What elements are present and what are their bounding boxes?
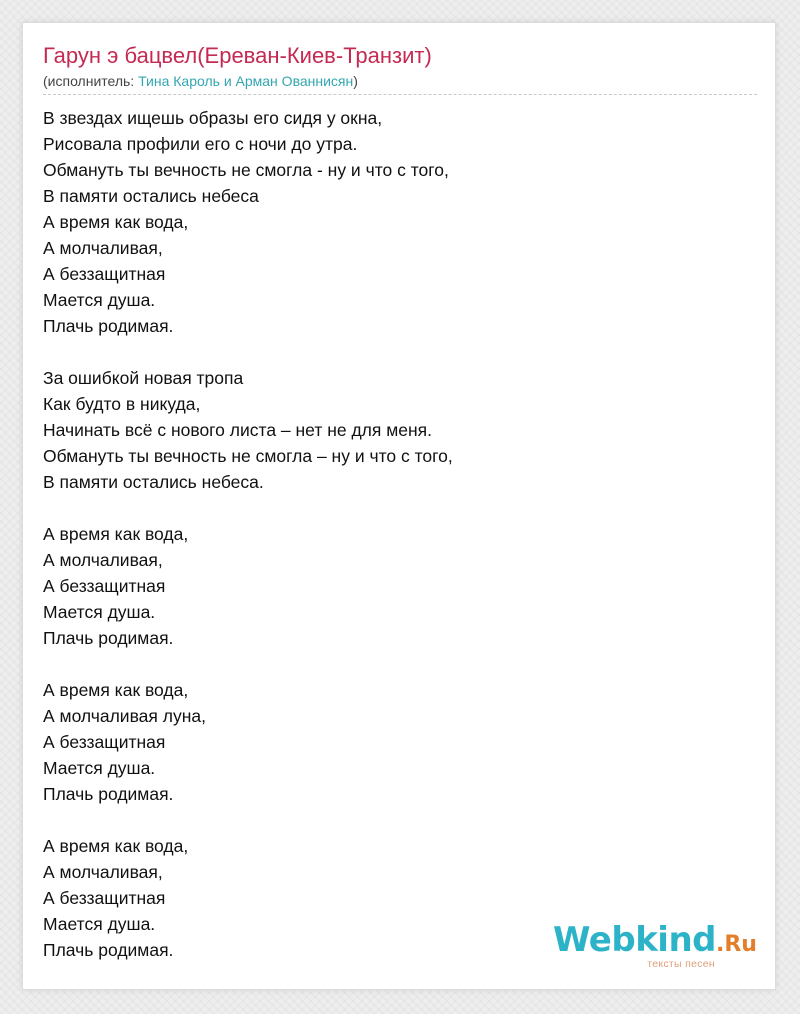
lyric-line: А молчаливая, [43,550,163,570]
logo-tagline: тексты песен [647,958,715,970]
lyric-line: Плачь родимая. [43,940,174,960]
lyric-line: А беззащитная [43,264,166,284]
lyric-line: Плачь родимая. [43,784,174,804]
lyric-line: А беззащитная [43,576,166,596]
site-logo[interactable] [553,920,757,973]
lyrics-body [43,105,743,963]
lyric-line: А время как вода, [43,524,189,544]
lyric-line: А время как вода, [43,680,189,700]
lyrics-card [22,22,776,990]
lyric-line: Обмануть ты вечность не смогла - ну и что с того, [43,160,449,180]
artist-link[interactable]: Тина Кароль и Арман Ованнисян [138,73,354,89]
lyric-line: В звездах ищешь образы его сидя у окна, [43,108,383,128]
artist-line [43,73,358,89]
divider [43,94,757,95]
lyric-line: Мается душа. [43,602,156,622]
lyric-line: А время как вода, [43,212,189,232]
song-title: Гарун э бацвел(Ереван-Киев-Транзит) [43,43,432,68]
lyric-line: Мается душа. [43,290,156,310]
lyric-line: А время как вода, [43,836,189,856]
lyric-line: В памяти остались небеса [43,186,259,206]
stanza-gap [43,339,743,365]
lyric-line: Как будто в никуда, [43,394,201,414]
lyric-line: А молчаливая, [43,238,163,258]
lyric-line: А беззащитная [43,888,166,908]
lyric-line: За ошибкой новая тропа [43,368,244,388]
lyric-line: А молчаливая луна, [43,706,206,726]
lyric-line: Плачь родимая. [43,316,174,336]
logo-main-text: Webkind [553,920,716,960]
lyric-line: Плачь родимая. [43,628,174,648]
lyric-line: Обмануть ты вечность не смогла – ну и что с того, [43,446,453,466]
lyric-line: А беззащитная [43,732,166,752]
stanza-gap [43,651,743,677]
lyric-line: Начинать всё с нового листа – нет не для меня. [43,420,432,440]
artist-prefix: (исполнитель: [43,73,139,89]
lyric-line: Мается душа. [43,914,156,934]
lyric-line: А молчаливая, [43,862,163,882]
stanza-gap [43,807,743,833]
lyric-line: Мается душа. [43,758,156,778]
artist-suffix: ) [353,73,358,89]
logo-suffix: .Ru [716,932,757,957]
lyric-line: Рисовала профили его с ночи до утра. [43,134,358,154]
lyric-line: В памяти остались небеса. [43,472,264,492]
stanza-gap [43,495,743,521]
